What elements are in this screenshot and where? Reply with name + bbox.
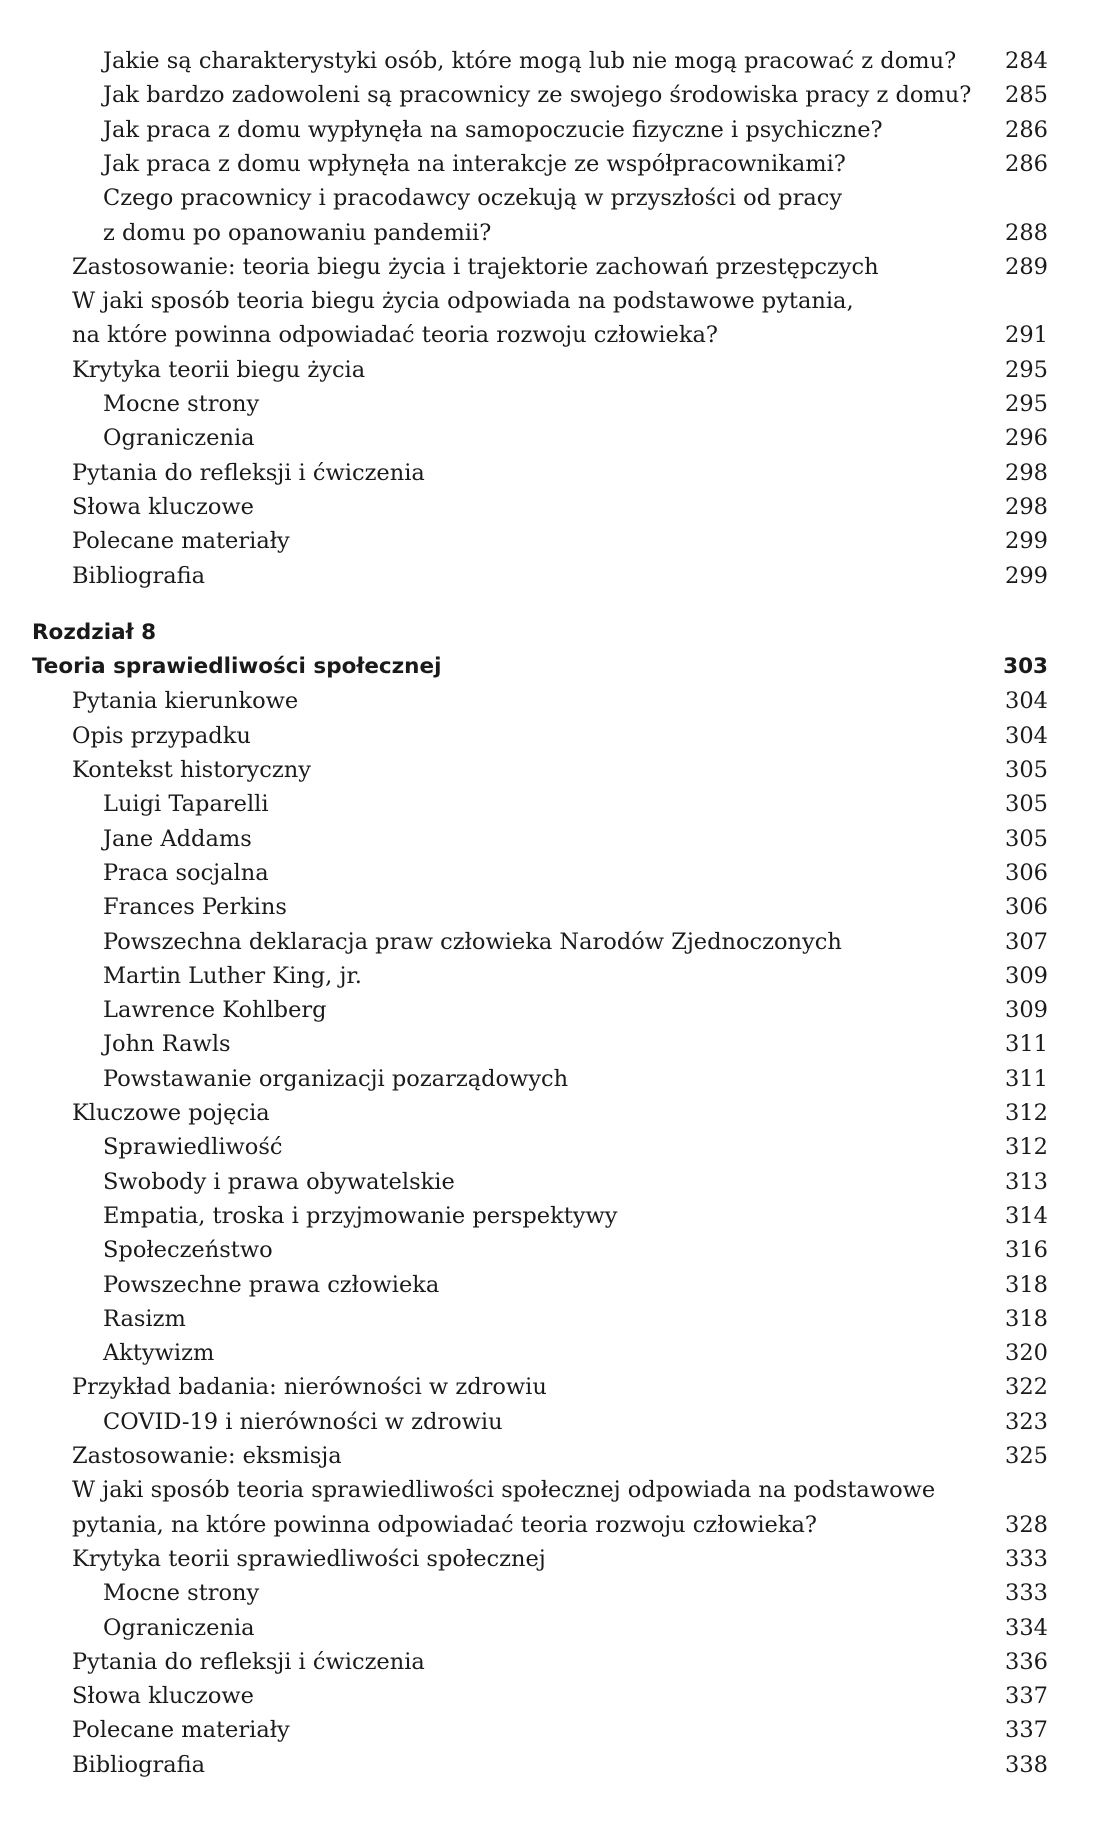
toc-entry [0,959,1112,993]
toc-entry-title: Powszechne prawa człowieka [103,1271,440,1298]
toc-entry-page-number: 306 [1005,894,1048,921]
toc-entry-page-number: 325 [1005,1443,1048,1469]
toc-entry-title: Zastosowanie: teoria biegu życia i trajektorie zachowań przestępczych [72,253,879,280]
toc-entry-title: Opis przypadku [72,722,251,749]
toc-entry [0,1233,1112,1267]
toc-entry-page-number: 306 [1005,859,1048,886]
toc-entry [0,1268,1112,1302]
toc-entry-page-number: 314 [1005,1202,1048,1229]
toc-entry [0,524,1112,558]
toc-entry [0,250,1112,284]
toc-entry-title: Frances Perkins [103,894,287,921]
toc-entry-page-number: 303 [1003,654,1048,680]
toc-entry-title: Pytania do refleksji i ćwiczenia [72,459,425,486]
toc-entry-page-number: 328 [1005,1511,1048,1538]
toc-entry-page-number: 307 [1005,928,1048,955]
toc-entry [0,856,1112,890]
toc-entry [0,284,1112,318]
toc-entry-page-number: 298 [1005,459,1048,486]
toc-entry [0,216,1112,250]
toc-entry-page-number: 322 [1005,1374,1048,1401]
toc-entry-page-number: 285 [1005,82,1048,109]
toc-entry-title: Martin Luther King, jr. [103,962,362,989]
toc-entry-page-number: 318 [1005,1305,1048,1332]
toc-entry-title: Kluczowe pojęcia [72,1100,270,1126]
toc-entry-page-number: 309 [1005,997,1048,1024]
toc-entry [0,1062,1112,1096]
toc-entry-title: Polecane materiały [72,1717,290,1744]
toc-entry [0,1405,1112,1439]
toc-entry-title: Powszechna deklaracja praw człowieka Narodów Zjednoczonych [103,928,842,955]
toc-entry-page-number: 286 [1005,116,1048,143]
toc-entry-title: Przykład badania: nierówności w zdrowiu [72,1374,547,1401]
toc-entry [0,1370,1112,1404]
toc-entry-page-number: 320 [1005,1340,1048,1367]
toc-entry-title: Krytyka teorii sprawiedliwości społecznej [72,1545,546,1572]
toc-entry-page-number: 323 [1005,1408,1048,1435]
toc-entry-title: pytania, na które powinna odpowiadać teoria rozwoju człowieka? [72,1511,817,1538]
toc-entry-page-number: 334 [1005,1614,1048,1641]
toc-entry-title: Mocne strony [103,391,260,417]
toc-entry-title: Zastosowanie: eksmisja [72,1443,342,1469]
toc-entry-page-number: 296 [1005,425,1048,452]
toc-entry-page-number: 299 [1005,562,1048,589]
toc-entry-title: Bibliografia [72,562,206,589]
toc-entry-page-number: 305 [1005,791,1048,818]
toc-entry-title: Teoria sprawiedliwości społecznej [32,654,442,680]
toc-entry [0,490,1112,524]
toc-entry [0,1336,1112,1370]
toc-entry-page-number: 333 [1005,1545,1048,1572]
toc-entry-page-number: 312 [1005,1134,1048,1161]
toc-entry-title: Jane Addams [103,825,252,852]
toc-entry [0,1576,1112,1610]
toc-entry-page-number: 309 [1005,962,1048,989]
toc-entry [0,1130,1112,1164]
toc-entry [0,456,1112,490]
toc-entry [0,1508,1112,1542]
toc-entry-page-number: 336 [1005,1648,1048,1675]
toc-entry-page-number: 299 [1005,528,1048,555]
toc-entry [0,890,1112,924]
toc-entry [0,44,1112,78]
toc-entry [0,993,1112,1027]
toc-entry [0,1713,1112,1747]
toc-entry-title: Społeczeństwo [103,1237,273,1264]
toc-entry-title: Pytania kierunkowe [72,688,299,715]
toc-entry-title: Bibliografia [72,1751,206,1778]
toc-entry-page-number: 311 [1005,1065,1048,1092]
toc-entry-title: Krytyka teorii biegu życia [72,356,366,383]
toc-entry-title: Aktywizm [103,1340,215,1367]
toc-entry-page-number: 318 [1005,1271,1048,1298]
toc-entry-title: Pytania do refleksji i ćwiczenia [72,1648,425,1675]
toc-entry [0,421,1112,455]
toc-entry-title: Empatia, troska i przyjmowanie perspektywy [103,1202,618,1229]
toc-entry [0,318,1112,352]
toc-entry-title: Polecane materiały [72,528,290,555]
toc-entry [0,78,1112,112]
toc-entry-title: Swobody i prawa obywatelskie [103,1168,455,1195]
toc-entry-page-number: 333 [1005,1580,1048,1607]
toc-entry-page-number: 291 [1005,322,1048,349]
toc-entry-page-number: 338 [1005,1751,1048,1778]
toc-entry [0,1748,1112,1782]
toc-entry-page-number: 284 [1005,48,1048,74]
toc-entry-page-number: 337 [1005,1683,1048,1710]
toc-entry [0,1645,1112,1679]
toc-entry [0,1027,1112,1061]
chapter-heading [0,650,1112,684]
toc-entry [0,1679,1112,1713]
toc-entry-page-number: 288 [1005,219,1048,246]
toc-entry [0,1542,1112,1576]
toc-entry-page-number: 304 [1005,688,1048,715]
toc-entry [0,787,1112,821]
toc-entry-title: Praca socjalna [103,859,269,886]
toc-entry-page-number: 312 [1005,1100,1048,1126]
toc-entry-title: Rasizm [103,1305,186,1332]
toc-entry-title: Kontekst historyczny [72,757,311,783]
toc-entry-page-number: 304 [1005,722,1048,749]
toc-entry-title: Jakie są charakterystyki osób, które mogą lub nie mogą pracować z domu? [103,48,957,74]
toc-entry [0,147,1112,181]
toc-entry [0,925,1112,959]
toc-entry [0,1439,1112,1473]
toc-entry-title: W jaki sposób teoria sprawiedliwości społecznej odpowiada na podstawowe [72,1477,936,1504]
toc-entry [0,684,1112,718]
toc-entry-title: W jaki sposób teoria biegu życia odpowiada na podstawowe pytania, [72,288,854,315]
toc-entry-title: Rozdział 8 [32,619,157,645]
toc-entry [0,181,1112,215]
toc-entry-title: Luigi Taparelli [103,791,269,818]
toc-entry [0,753,1112,787]
toc-entry [0,1473,1112,1507]
toc-entry-page-number: 295 [1005,391,1048,417]
toc-entry [0,1096,1112,1130]
toc-entry [0,387,1112,421]
toc-entry-page-number: 289 [1005,253,1048,280]
toc-entry-page-number: 298 [1005,493,1048,520]
toc-entry-page-number: 305 [1005,825,1048,852]
toc-entry [0,719,1112,753]
toc-entry-page-number: 313 [1005,1168,1048,1195]
toc-entry-title: Czego pracownicy i pracodawcy oczekują w przyszłości od pracy [103,185,843,212]
toc-entry-title: Słowa kluczowe [72,493,254,520]
toc-entry-title: Słowa kluczowe [72,1683,254,1710]
toc-entry-title: Jak praca z domu wpłynęła na interakcje ze współpracownikami? [103,150,846,177]
toc-entry [0,559,1112,593]
toc-entry [0,822,1112,856]
toc-entry [0,1611,1112,1645]
toc-entry-title: Jak praca z domu wypłynęła na samopoczucie fizyczne i psychiczne? [103,116,883,143]
toc-entry [0,113,1112,147]
toc-entry-title: Powstawanie organizacji pozarządowych [103,1065,569,1092]
toc-entry [0,353,1112,387]
toc-entry [0,1199,1112,1233]
toc-entry-title: na które powinna odpowiadać teoria rozwoju człowieka? [72,322,718,349]
toc-entry-title: Ograniczenia [103,1614,255,1641]
toc-entry-title: z domu po opanowaniu pandemii? [103,219,492,246]
toc-entry-title: Mocne strony [103,1580,260,1607]
toc-entry-page-number: 337 [1005,1717,1048,1744]
toc-entry-page-number: 305 [1005,757,1048,783]
toc-entry-title: Lawrence Kohlberg [103,997,327,1024]
toc-entry-title: COVID-19 i nierówności w zdrowiu [103,1408,503,1435]
toc-entry-title: Sprawiedliwość [103,1134,283,1161]
toc-entry-title: John Rawls [103,1031,231,1058]
toc-entry-page-number: 295 [1005,356,1048,383]
toc-entry-page-number: 286 [1005,150,1048,177]
toc-entry-title: Ograniczenia [103,425,255,452]
toc-entry-title: Jak bardzo zadowoleni są pracownicy ze swojego środowiska pracy z domu? [103,82,972,109]
toc-entry [0,1165,1112,1199]
toc-entry [0,1302,1112,1336]
toc-entry-page-number: 311 [1005,1031,1048,1058]
toc-entry-page-number: 316 [1005,1237,1048,1264]
chapter-heading [0,616,1112,650]
